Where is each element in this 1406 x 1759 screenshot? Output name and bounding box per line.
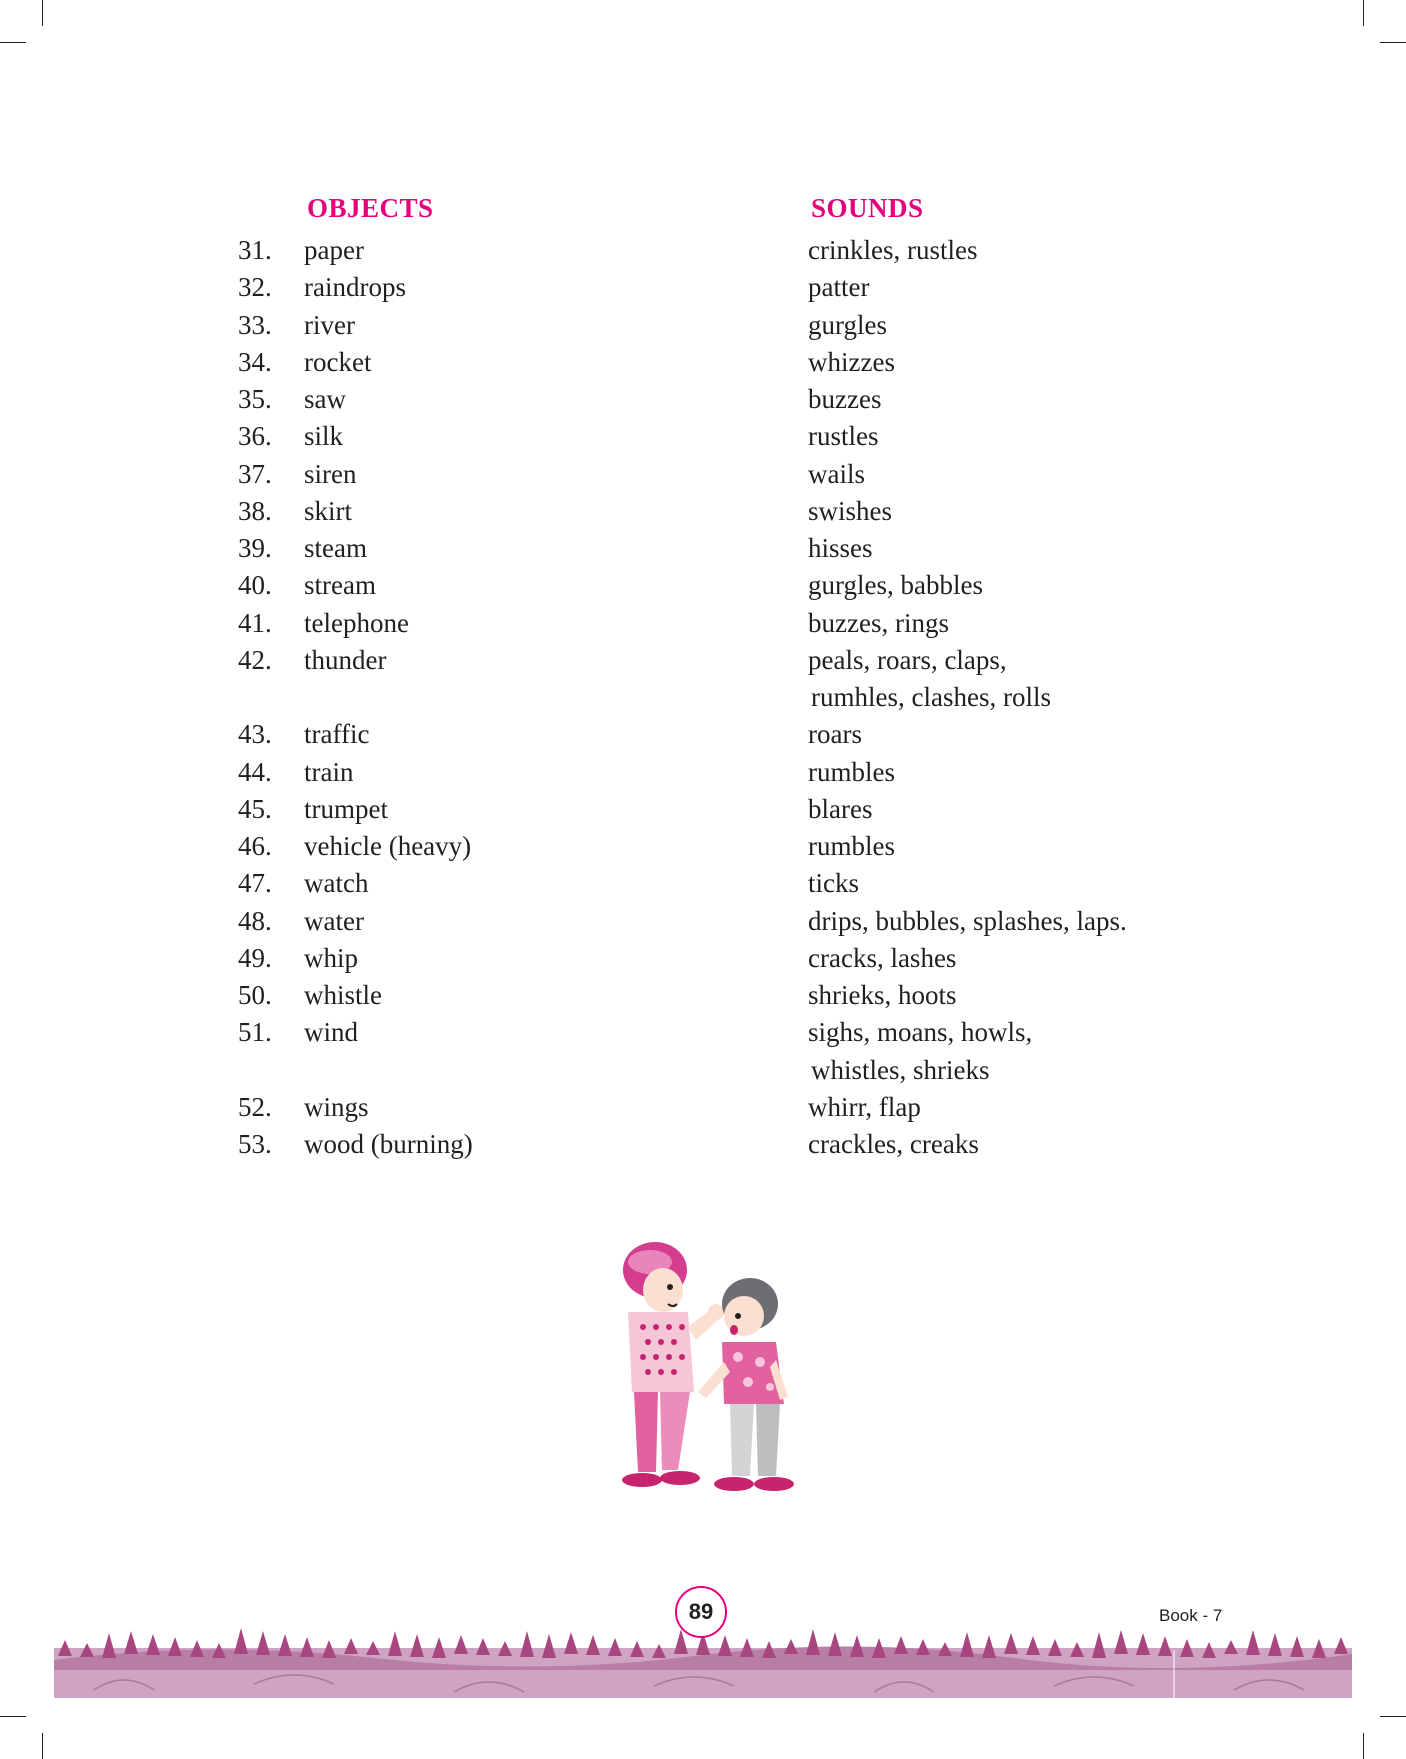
list-item bbox=[0, 791, 1406, 828]
object-name: trumpet bbox=[304, 793, 388, 824]
objects-sounds-list bbox=[0, 232, 1406, 1163]
object-name: skirt bbox=[304, 495, 353, 526]
tree-shape bbox=[894, 1636, 908, 1654]
tree-shape bbox=[586, 1635, 600, 1655]
sound-words bbox=[808, 1126, 979, 1163]
list-item bbox=[0, 940, 1406, 977]
sound-words bbox=[808, 530, 873, 567]
sound-line: rustles bbox=[808, 421, 879, 452]
object-name: traffic bbox=[304, 719, 370, 750]
tree-shape bbox=[1048, 1639, 1062, 1656]
tree-shape bbox=[1268, 1633, 1282, 1656]
tree-shape bbox=[542, 1634, 556, 1658]
sound-line: blares bbox=[808, 793, 873, 824]
sound-words bbox=[808, 642, 1051, 717]
sound-line: peals, roars, claps, bbox=[808, 644, 1007, 675]
object-name: paper bbox=[304, 235, 364, 265]
tree-shape bbox=[410, 1634, 424, 1657]
tree-shape bbox=[1246, 1630, 1260, 1655]
object-name: thunder bbox=[304, 644, 387, 675]
sound-words bbox=[808, 418, 879, 455]
sound-line: cracks, lashes bbox=[808, 942, 957, 973]
object-name: train bbox=[304, 756, 354, 787]
object-name: wind bbox=[304, 1017, 358, 1048]
object-name: whistle bbox=[304, 980, 382, 1010]
list-item bbox=[0, 865, 1406, 902]
sound-words bbox=[808, 1014, 1032, 1089]
crop-mark bbox=[0, 1716, 26, 1717]
item-number: 32. bbox=[238, 272, 272, 303]
crop-mark bbox=[1363, 0, 1364, 26]
children-illustration bbox=[598, 1232, 818, 1492]
sound-line: rumbles bbox=[808, 756, 895, 787]
list-item bbox=[0, 456, 1406, 493]
object-name: silk bbox=[304, 421, 344, 452]
list-item bbox=[0, 307, 1406, 344]
list-item bbox=[0, 828, 1406, 865]
item-number: 37. bbox=[238, 458, 272, 489]
item-number: 49. bbox=[238, 942, 272, 973]
tree-shape bbox=[344, 1638, 358, 1654]
page-number: 89 bbox=[675, 1586, 727, 1638]
item-number: 52. bbox=[238, 1091, 272, 1122]
item-number: 38. bbox=[238, 495, 272, 526]
tree-shape bbox=[102, 1633, 116, 1658]
tree-shape bbox=[278, 1634, 292, 1656]
sound-line: gurgles, babbles bbox=[808, 570, 983, 601]
tree-shape bbox=[1334, 1637, 1348, 1654]
tree-shape bbox=[740, 1638, 754, 1657]
list-item bbox=[0, 1014, 1406, 1089]
sound-line: crinkles, rustles bbox=[808, 235, 978, 265]
tree-shape bbox=[256, 1631, 270, 1655]
sound-line-continued: rumhles, clashes, rolls bbox=[811, 682, 1051, 712]
object-name: raindrops bbox=[304, 272, 406, 303]
object-name: wings bbox=[304, 1091, 369, 1122]
object-name: wood (burning) bbox=[304, 1129, 473, 1159]
sound-words bbox=[808, 456, 865, 493]
sound-words bbox=[808, 716, 862, 753]
sound-line: crackles, creaks bbox=[808, 1129, 979, 1159]
sound-line: roars bbox=[808, 719, 862, 750]
crop-mark bbox=[42, 0, 43, 26]
list-item bbox=[0, 642, 1406, 717]
sound-line: gurgles bbox=[808, 309, 887, 340]
tree-shape bbox=[1026, 1636, 1040, 1655]
sound-line: rumbles bbox=[808, 831, 895, 861]
sound-words bbox=[808, 307, 887, 344]
sound-words bbox=[808, 605, 949, 642]
sound-line: drips, bubbles, splashes, laps. bbox=[808, 905, 1127, 936]
sound-words bbox=[808, 940, 956, 977]
sound-words bbox=[808, 754, 895, 791]
sound-line: sighs, moans, howls, bbox=[808, 1017, 1033, 1048]
tree-shape bbox=[388, 1631, 402, 1656]
sound-words bbox=[808, 493, 892, 530]
item-number: 42. bbox=[238, 644, 272, 675]
tree-shape bbox=[432, 1637, 446, 1658]
sounds-heading: SOUNDS bbox=[811, 193, 924, 223]
item-number: 53. bbox=[238, 1129, 272, 1159]
crop-mark bbox=[0, 42, 26, 43]
list-item bbox=[0, 1126, 1406, 1163]
tree-shape bbox=[608, 1638, 622, 1656]
tree-shape bbox=[1092, 1632, 1106, 1658]
object-name: whip bbox=[304, 942, 358, 973]
item-number: 45. bbox=[238, 793, 272, 824]
item-number: 34. bbox=[238, 346, 272, 377]
sound-line: patter bbox=[808, 272, 870, 303]
object-name: water bbox=[304, 905, 364, 936]
item-number: 43. bbox=[238, 719, 272, 750]
sound-line: buzzes, rings bbox=[808, 607, 949, 638]
tree-shape bbox=[1136, 1633, 1150, 1655]
sound-line: hisses bbox=[808, 533, 873, 563]
object-name: watch bbox=[304, 868, 369, 899]
tree-shape bbox=[960, 1632, 974, 1657]
item-number: 33. bbox=[238, 309, 272, 340]
tree-shape bbox=[300, 1637, 314, 1657]
tree-shape bbox=[1290, 1636, 1304, 1657]
object-name: rocket bbox=[304, 346, 372, 377]
item-number: 51. bbox=[238, 1017, 272, 1048]
item-number: 46. bbox=[238, 831, 272, 861]
sound-line: wails bbox=[808, 458, 865, 489]
sound-words bbox=[808, 828, 895, 865]
object-name: river bbox=[304, 309, 355, 340]
list-item bbox=[0, 493, 1406, 530]
sound-line: shrieks, hoots bbox=[808, 980, 957, 1010]
sound-words bbox=[808, 977, 957, 1014]
item-number: 41. bbox=[238, 607, 272, 638]
tree-shape bbox=[476, 1638, 490, 1655]
list-item bbox=[0, 977, 1406, 1014]
object-name: telephone bbox=[304, 607, 409, 638]
list-item bbox=[0, 381, 1406, 418]
tree-shape bbox=[806, 1629, 820, 1655]
tree-shape bbox=[520, 1631, 534, 1657]
tree-shape bbox=[982, 1635, 996, 1658]
tree-shape bbox=[1114, 1630, 1128, 1654]
tree-shape bbox=[234, 1628, 248, 1654]
item-number: 36. bbox=[238, 421, 272, 452]
sound-words bbox=[808, 344, 895, 381]
sound-words bbox=[808, 791, 872, 828]
object-name: stream bbox=[304, 570, 376, 601]
list-item bbox=[0, 716, 1406, 753]
tree-shape bbox=[1224, 1640, 1238, 1654]
item-number: 39. bbox=[238, 533, 272, 563]
tree-shape bbox=[850, 1635, 864, 1657]
crop-mark bbox=[42, 1733, 43, 1759]
sound-line: swishes bbox=[808, 495, 893, 526]
tree-shape bbox=[1004, 1633, 1018, 1654]
object-name: siren bbox=[304, 458, 357, 489]
list-item bbox=[0, 530, 1406, 567]
tree-shape bbox=[718, 1635, 732, 1656]
tree-shape bbox=[1158, 1636, 1172, 1656]
list-item bbox=[0, 418, 1406, 455]
tree-shape bbox=[168, 1637, 182, 1656]
tree-shape bbox=[124, 1631, 138, 1654]
list-item bbox=[0, 344, 1406, 381]
tree-shape bbox=[784, 1639, 798, 1654]
sound-line: whizzes bbox=[808, 346, 895, 377]
object-name: saw bbox=[304, 384, 346, 414]
list-item bbox=[0, 1089, 1406, 1126]
object-name: vehicle (heavy) bbox=[304, 831, 472, 861]
crop-mark bbox=[1380, 1716, 1406, 1717]
item-number: 40. bbox=[238, 570, 272, 601]
sound-line: whirr, flap bbox=[808, 1091, 921, 1122]
sound-words bbox=[808, 269, 869, 306]
object-name: steam bbox=[304, 533, 367, 563]
tree-shape bbox=[564, 1632, 578, 1654]
sound-line: ticks bbox=[808, 868, 859, 899]
objects-heading: OBJECTS bbox=[307, 193, 434, 223]
crop-mark bbox=[1380, 42, 1406, 43]
book-label: Book - 7 bbox=[1159, 1606, 1223, 1625]
item-number: 48. bbox=[238, 905, 272, 936]
item-number: 50. bbox=[238, 980, 272, 1010]
list-item bbox=[0, 269, 1406, 306]
list-item bbox=[0, 567, 1406, 604]
tree-shape bbox=[916, 1639, 930, 1655]
sound-line-continued: whistles, shrieks bbox=[811, 1054, 990, 1085]
item-number: 44. bbox=[238, 756, 272, 787]
tree-shape bbox=[454, 1635, 468, 1654]
tree-shape bbox=[828, 1632, 842, 1656]
list-item bbox=[0, 754, 1406, 791]
tree-shape bbox=[146, 1634, 160, 1655]
list-item bbox=[0, 903, 1406, 940]
list-item bbox=[0, 232, 1406, 269]
sound-words bbox=[808, 381, 881, 418]
sound-words bbox=[808, 232, 977, 269]
sound-words bbox=[808, 567, 983, 604]
sound-line: buzzes bbox=[808, 384, 882, 414]
item-number: 31. bbox=[238, 235, 272, 265]
item-number: 47. bbox=[238, 868, 272, 899]
sound-words bbox=[808, 1089, 921, 1126]
list-item bbox=[0, 605, 1406, 642]
crop-mark bbox=[1363, 1733, 1364, 1759]
item-number: 35. bbox=[238, 384, 272, 414]
sound-words bbox=[808, 865, 859, 902]
sound-words bbox=[808, 903, 1127, 940]
